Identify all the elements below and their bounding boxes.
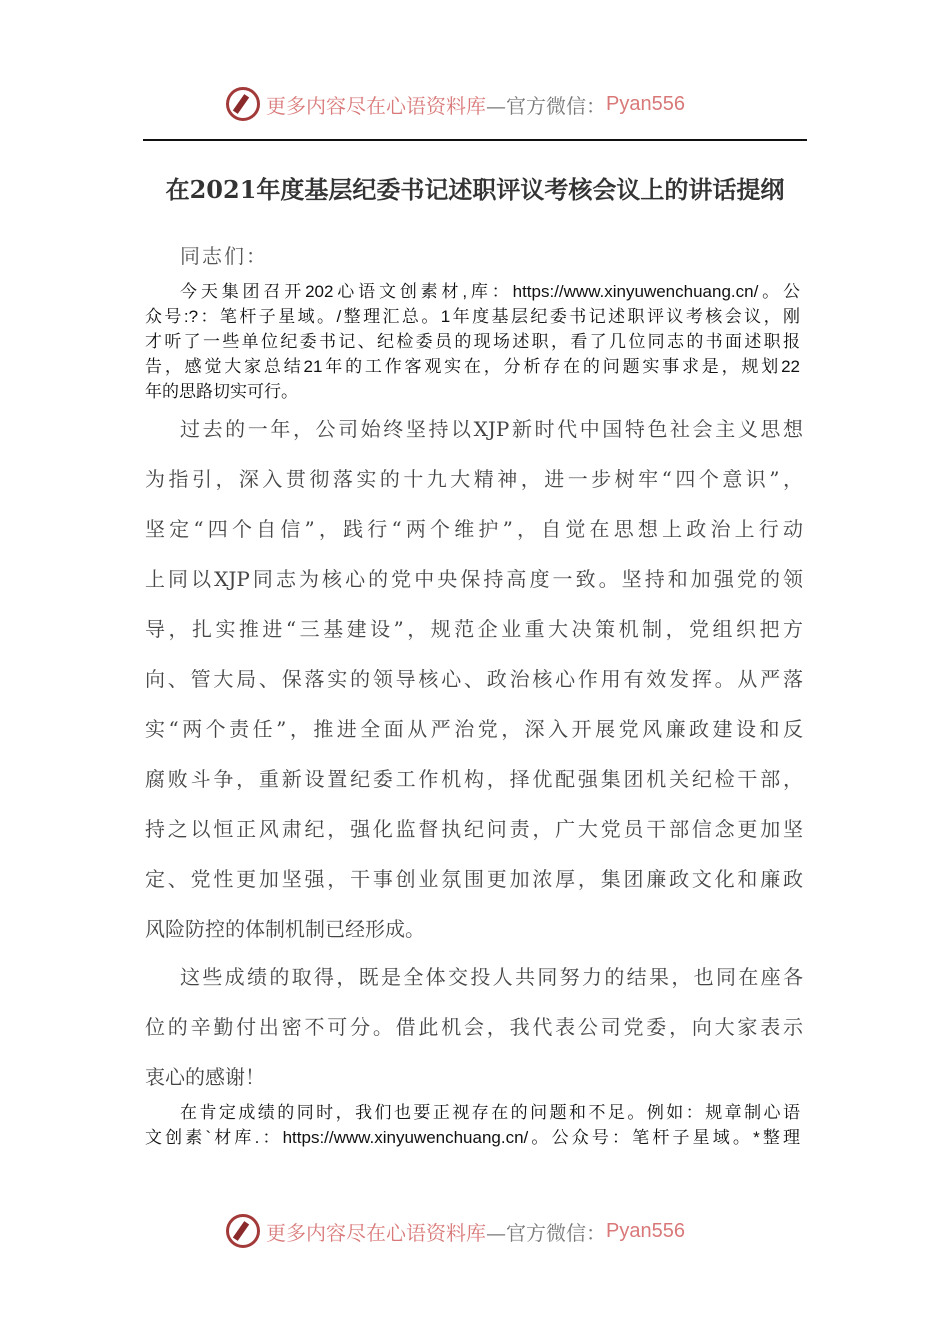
paragraph-4 [145, 1100, 800, 1150]
text-line: 在肯定成绩的同时，我们也要正视存在的问题和不足。例如：规章制心语 [180, 1103, 800, 1122]
text-line: 为指引，深入贯彻落实的十九大精神，进一步树牢“四个意识”， [145, 467, 803, 491]
header-divider [143, 139, 807, 141]
text-line: 定、党性更加坚强，干事创业氛围更加浓厚，集团廉政文化和廉政 [145, 867, 803, 891]
text-line: 过去的一年，公司始终坚持以XJP新时代中国特色社会主义思想 [180, 417, 803, 441]
document-title: 在2021年度基层纪委书记述职评议考核会议上的讲话提纲 [165, 175, 785, 204]
text-line: 这些成绩的取得，既是全体交投人共同努力的结果，也同在座各 [180, 965, 803, 989]
pen-logo-icon [226, 1214, 260, 1248]
paragraph-2 [145, 415, 803, 965]
header-banner [226, 84, 726, 124]
text-line: 告，感觉大家总结21年的工作客观实在，分析存在的问题实事求是，规划22 [145, 357, 800, 376]
text-line: 年的思路切实可行。 [145, 382, 298, 401]
text-line: 实“两个责任”，推进全面从严治党，深入开展党风廉政建设和反 [145, 717, 803, 741]
banner-text: 更多内容尽在心语资料库 [266, 1220, 486, 1245]
text-line: 腐败斗争，重新设置纪委工作机构，择优配强集团机关纪检干部， [145, 767, 803, 791]
text-line: 向、管大局、保落实的领导核心、政治核心作用有效发挥。从严落 [145, 667, 803, 691]
greeting: 同志们： [180, 244, 268, 268]
text-line: 衷心的感谢！ [145, 1065, 265, 1089]
banner-text: 更多内容尽在心语资料库 [266, 93, 486, 118]
text-line: 众号:?：笔杆子星域。/整理汇总。1年度基层纪委书记述职评议考核会议，刚 [145, 307, 800, 326]
paragraph-1 [145, 279, 800, 404]
text-line: 风险防控的体制机制已经形成。 [145, 917, 425, 941]
text-line: 文创素`材库.：https://www.xinyuwenchuang.cn/。公众号：笔杆子星域。*整理 [145, 1128, 800, 1147]
banner-wechat-label: —官方微信： [486, 1220, 606, 1245]
text-line: 今天集团召开202心语文创素材,库：https://www.xinyuwenchuang.cn/。公 [180, 282, 800, 301]
banner-wechat-id: Pyan556 [606, 92, 685, 115]
text-line: 导，扎实推进“三基建设”，规范企业重大决策机制，党组织把方 [145, 617, 803, 641]
banner-wechat-label: —官方微信： [486, 93, 606, 118]
pen-logo-icon [226, 87, 260, 121]
footer-banner [226, 1211, 726, 1251]
text-line: 才听了一些单位纪委书记、纪检委员的现场述职，看了几位同志的书面述职报 [145, 332, 800, 351]
text-line: 上同以XJP同志为核心的党中央保持高度一致。坚持和加强党的领 [145, 567, 803, 591]
text-line: 持之以恒正风肃纪，强化监督执纪问责，广大党员干部信念更加坚 [145, 817, 803, 841]
text-line: 坚定“四个自信”，践行“两个维护”，自觉在思想上政治上行动 [145, 517, 803, 541]
paragraph-3 [145, 963, 803, 1113]
text-line: 位的辛勤付出密不可分。借此机会，我代表公司党委，向大家表示 [145, 1015, 803, 1039]
banner-wechat-id: Pyan556 [606, 1219, 685, 1242]
